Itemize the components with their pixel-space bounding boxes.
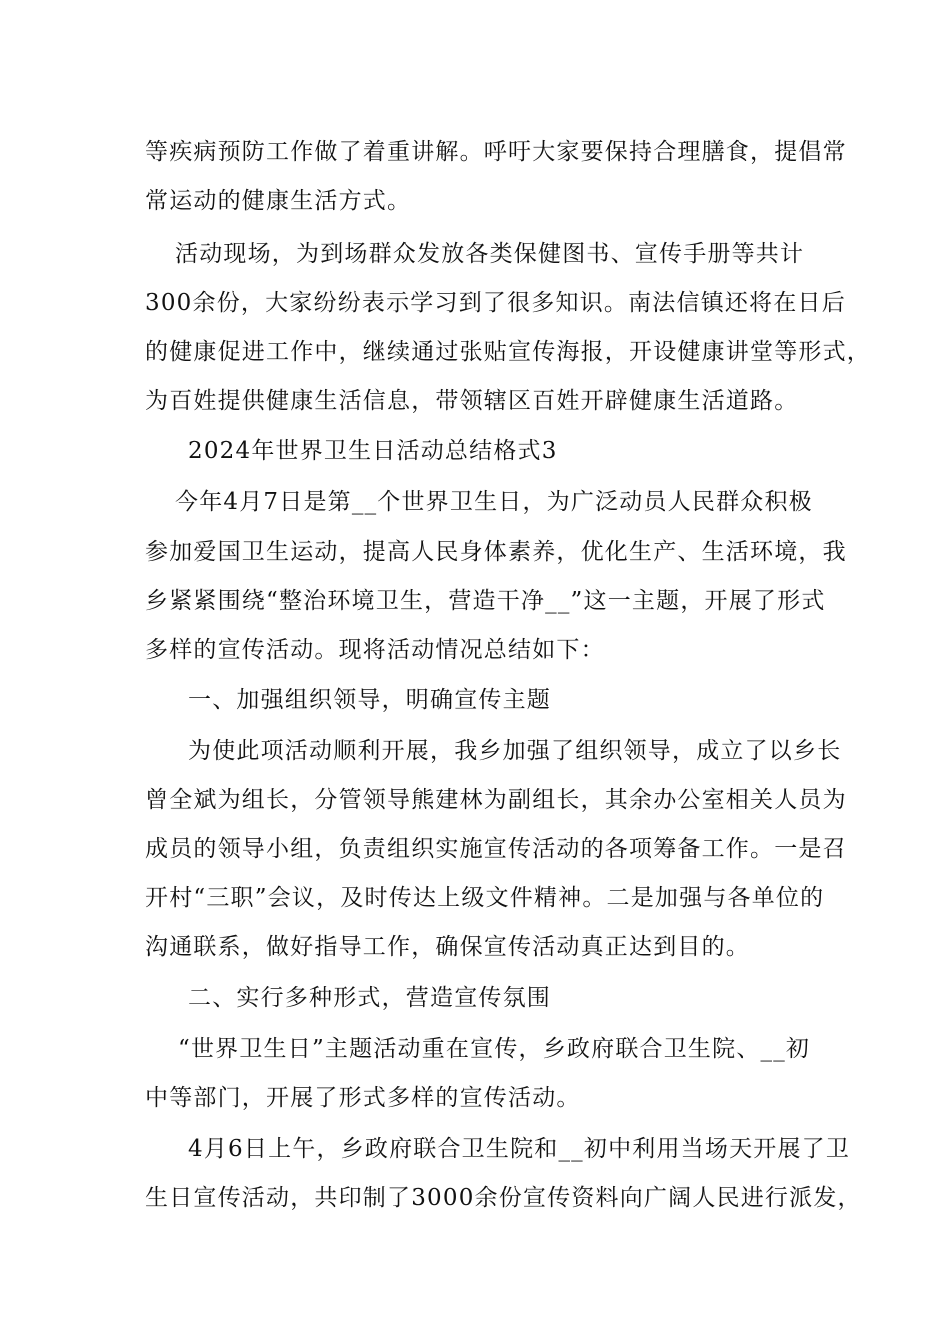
- paragraph-line: 参加爱国卫生运动，提高人民身体素养，优化生产、生活环境，我: [145, 539, 847, 565]
- paragraph-line: 300余份，大家纷纷表示学习到了很多知识。南法信镇还将在日后: [145, 290, 846, 316]
- paragraph-line: 沟通联系，做好指导工作，确保宣传活动真正达到目的。: [145, 934, 750, 960]
- paragraph-line: 曾全斌为组长，分管领导熊建林为副组长，其余办公室相关人员为: [145, 787, 847, 813]
- paragraph-line: 开村“三职”会议，及时传达上级文件精神。二是加强与各单位的: [145, 885, 825, 911]
- paragraph-line: 的健康促进工作中，继续通过张贴宣传海报，开设健康讲堂等形式，: [145, 339, 871, 365]
- section-heading: 一、加强组织领导，明确宣传主题: [188, 687, 551, 713]
- section-heading: 2024年世界卫生日活动总结格式3: [188, 438, 558, 464]
- paragraph-line: 中等部门，开展了形式多样的宣传活动。: [145, 1085, 581, 1111]
- paragraph-line: 成员的领导小组，负责组织实施宣传活动的各项筹备工作。一是召: [145, 836, 847, 862]
- paragraph-line: 等疾病预防工作做了着重讲解。呼吁大家要保持合理膳食，提倡常: [145, 139, 847, 165]
- paragraph-line: 为使此项活动顺利开展，我乡加强了组织领导，成立了以乡长: [188, 738, 842, 764]
- paragraph-line: 多样的宣传活动。现将活动情况总结如下：: [145, 637, 605, 663]
- paragraph-line: 为百姓提供健康生活信息，带领辖区百姓开辟健康生活道路。: [145, 388, 799, 414]
- paragraph-line: 4月6日上午，乡政府联合卫生院和__初中利用当场天开展了卫: [188, 1136, 851, 1162]
- section-heading: 二、实行多种形式，营造宣传氛围: [188, 985, 551, 1011]
- paragraph-line: 乡紧紧围绕“整治环境卫生，营造干净__”这一主题，开展了形式: [145, 588, 826, 614]
- paragraph-line: 生日宣传活动，共印制了3000余份宣传资料向广阔人民进行派发，: [145, 1185, 862, 1211]
- paragraph-line: 常运动的健康生活方式。: [145, 188, 412, 214]
- paragraph-line: “世界卫生日”主题活动重在宣传，乡政府联合卫生院、__初: [178, 1036, 811, 1062]
- paragraph-line: 活动现场，为到场群众发放各类保健图书、宣传手册等共计: [175, 241, 805, 267]
- paragraph-line: 今年4月7日是第__个世界卫生日，为广泛动员人民群众积极: [175, 489, 813, 515]
